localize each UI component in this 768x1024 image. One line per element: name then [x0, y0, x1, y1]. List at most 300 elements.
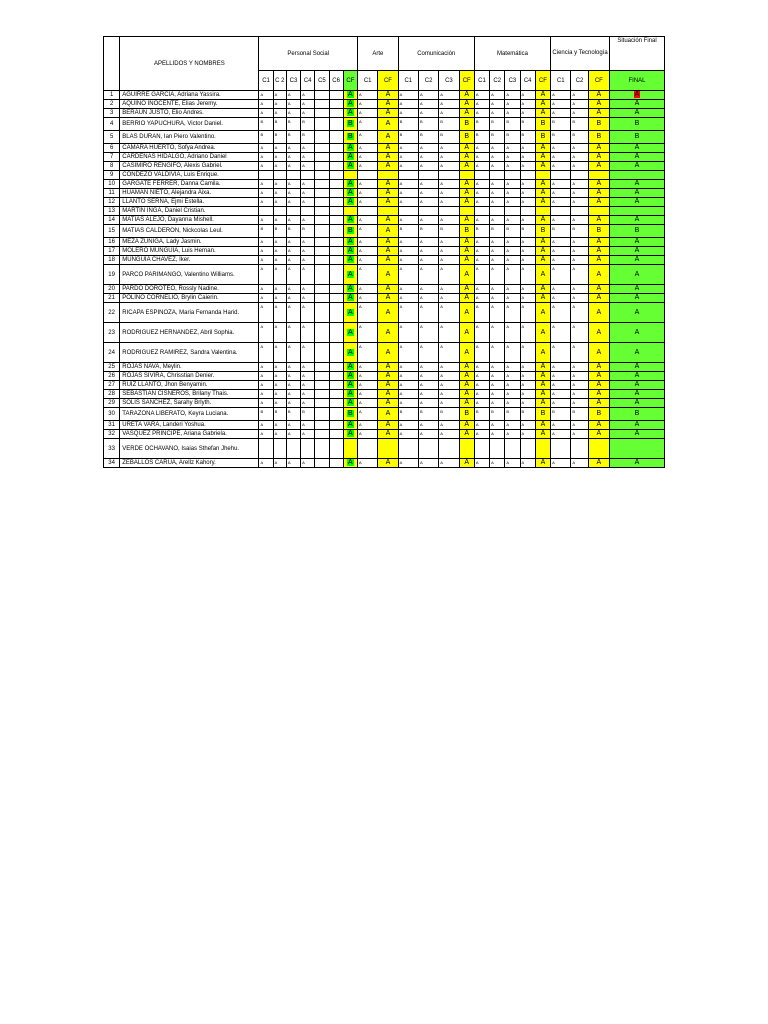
competency-cell: A	[259, 399, 273, 408]
cf-ps	[343, 381, 357, 390]
competency-cell	[520, 171, 535, 180]
cf-ps	[343, 216, 357, 225]
competency-cell	[329, 439, 343, 459]
cf-ps	[343, 109, 357, 118]
competency-cell: A	[520, 399, 535, 408]
competency-cell: A	[551, 247, 571, 256]
competency-cell: A	[286, 100, 300, 109]
col-com-0: C1	[398, 71, 418, 91]
competency-cell: A	[301, 256, 315, 265]
cf-arte: A	[378, 238, 398, 247]
cf-cyt	[588, 207, 609, 216]
competency-cell: A	[418, 256, 438, 265]
competency-cell	[315, 153, 329, 162]
competency-cell: A	[286, 216, 300, 225]
cf-mat: A	[535, 381, 550, 390]
competency-cell	[329, 198, 343, 207]
cf-ps-grade: A	[348, 381, 353, 388]
competency-cell: A	[358, 390, 378, 399]
competency-cell: A	[505, 216, 520, 225]
row-number: 16	[104, 238, 120, 247]
cf-arte: A	[378, 343, 398, 363]
competency-cell: A	[474, 91, 489, 100]
competency-cell: A	[439, 265, 459, 285]
competency-cell: B	[520, 131, 535, 144]
competency-cell	[315, 399, 329, 408]
competency-cell: B	[520, 225, 535, 238]
cf-mat: A	[535, 153, 550, 162]
row-number: 15	[104, 225, 120, 238]
area-ciencia: Ciencia y Tecnología	[551, 37, 610, 71]
competency-cell: A	[259, 285, 273, 294]
competency-cell: A	[259, 363, 273, 372]
competency-cell: A	[259, 247, 273, 256]
competency-cell: A	[551, 180, 571, 189]
competency-cell: B	[398, 225, 418, 238]
competency-cell: A	[301, 430, 315, 439]
competency-cell: A	[571, 247, 588, 256]
cf-arte: A	[378, 247, 398, 256]
col-arte-0: C1	[358, 71, 378, 91]
competency-cell: A	[571, 144, 588, 153]
cf-ps	[343, 408, 357, 421]
cf-ps-grade: A	[348, 198, 353, 205]
competency-cell: A	[418, 285, 438, 294]
competency-cell: A	[551, 399, 571, 408]
competency-cell: A	[439, 153, 459, 162]
competency-cell: A	[358, 399, 378, 408]
competency-cell: A	[571, 343, 588, 363]
competency-cell: A	[273, 285, 286, 294]
competency-cell: A	[273, 303, 286, 323]
competency-cell: A	[520, 162, 535, 171]
final-grade: A	[610, 459, 665, 468]
cf-ps	[343, 189, 357, 198]
competency-cell: A	[505, 91, 520, 100]
competency-cell: A	[286, 256, 300, 265]
competency-cell	[329, 171, 343, 180]
competency-cell: A	[490, 100, 505, 109]
competency-cell: A	[286, 238, 300, 247]
cf-com: A	[459, 256, 474, 265]
competency-cell: B	[301, 118, 315, 131]
competency-cell: A	[571, 285, 588, 294]
competency-cell: A	[418, 459, 438, 468]
final-grade: A	[610, 100, 665, 109]
competency-cell: A	[439, 303, 459, 323]
table-row	[104, 363, 665, 372]
row-number: 30	[104, 408, 120, 421]
cf-ps	[343, 162, 357, 171]
competency-cell: A	[474, 459, 489, 468]
competency-cell	[474, 439, 489, 459]
competency-cell	[315, 180, 329, 189]
cf-com: A	[459, 343, 474, 363]
final-grade: A	[610, 399, 665, 408]
cf-com: A	[459, 109, 474, 118]
competency-cell: A	[571, 430, 588, 439]
cf-ps	[343, 303, 357, 323]
competency-cell	[315, 294, 329, 303]
competency-cell: B	[520, 408, 535, 421]
competency-cell: A	[358, 408, 378, 421]
competency-cell: A	[505, 323, 520, 343]
competency-cell: A	[398, 256, 418, 265]
competency-cell: A	[259, 372, 273, 381]
table-row	[104, 198, 665, 207]
col-ps-1: C 2	[273, 71, 286, 91]
number-header	[104, 37, 120, 91]
competency-cell: A	[398, 303, 418, 323]
table-row	[104, 109, 665, 118]
row-number: 18	[104, 256, 120, 265]
competency-cell: A	[418, 430, 438, 439]
table-row	[104, 381, 665, 390]
student-name: CONDEZO VALDIVIA, Luis Enrique.	[120, 171, 259, 180]
col-mat-3: C4	[520, 71, 535, 91]
competency-cell: A	[398, 247, 418, 256]
row-number: 6	[104, 144, 120, 153]
competency-cell: A	[551, 323, 571, 343]
cf-arte: A	[378, 363, 398, 372]
table-row	[104, 238, 665, 247]
competency-cell: B	[418, 225, 438, 238]
competency-cell: A	[301, 381, 315, 390]
row-number: 12	[104, 198, 120, 207]
cf-com: A	[459, 162, 474, 171]
competency-cell: A	[286, 180, 300, 189]
competency-cell: A	[259, 91, 273, 100]
student-name: BLAS DURAN, Ian Piero Valentino.	[120, 131, 259, 144]
competency-cell: A	[418, 238, 438, 247]
table-row	[104, 459, 665, 468]
final-grade: A	[610, 343, 665, 363]
competency-cell	[520, 439, 535, 459]
cf-mat: A	[535, 323, 550, 343]
table-row	[104, 323, 665, 343]
cf-ps	[343, 323, 357, 343]
competency-cell	[286, 171, 300, 180]
competency-cell: A	[551, 91, 571, 100]
cf-com: A	[459, 363, 474, 372]
cf-ps-grade: A	[348, 180, 353, 187]
cf-cyt: A	[588, 381, 609, 390]
grades-body	[104, 91, 665, 468]
competency-cell: A	[439, 198, 459, 207]
competency-cell: A	[439, 294, 459, 303]
competency-cell: A	[490, 153, 505, 162]
cf-com: A	[459, 285, 474, 294]
competency-cell: A	[551, 285, 571, 294]
competency-cell	[490, 439, 505, 459]
competency-cell: A	[571, 256, 588, 265]
competency-cell: A	[273, 372, 286, 381]
competency-cell	[329, 131, 343, 144]
competency-cell: A	[520, 247, 535, 256]
cf-com: A	[459, 144, 474, 153]
competency-cell: A	[398, 459, 418, 468]
competency-cell: A	[273, 109, 286, 118]
competency-cell: A	[439, 399, 459, 408]
cf-mat: A	[535, 363, 550, 372]
cf-cyt: A	[588, 144, 609, 153]
competency-cell: A	[398, 399, 418, 408]
competency-cell: B	[259, 225, 273, 238]
final-grade: A	[610, 421, 665, 430]
competency-cell: A	[418, 381, 438, 390]
cf-arte: A	[378, 430, 398, 439]
cf-ps	[343, 399, 357, 408]
student-name: HUAMAN NIETO, Alejandra Aixa.	[120, 189, 259, 198]
row-number: 27	[104, 381, 120, 390]
row-number: 25	[104, 363, 120, 372]
competency-cell: B	[259, 118, 273, 131]
student-name: LLANTO SERNA, Ejmi Estella.	[120, 198, 259, 207]
cf-ps-grade: B	[348, 133, 353, 140]
student-name: CARDENAS HIDALGO, Adriano Daniel	[120, 153, 259, 162]
cf-ps-grade: A	[348, 238, 353, 245]
competency-cell: A	[551, 153, 571, 162]
competency-cell: A	[273, 162, 286, 171]
competency-cell	[315, 408, 329, 421]
competency-cell: B	[571, 225, 588, 238]
competency-cell	[329, 144, 343, 153]
competency-cell: B	[286, 118, 300, 131]
cf-cyt: A	[588, 265, 609, 285]
competency-cell: A	[520, 294, 535, 303]
student-name: MOLERO MUNGUIA, Luis Hernan.	[120, 247, 259, 256]
cf-arte: A	[378, 303, 398, 323]
cf-ps	[343, 225, 357, 238]
row-number: 3	[104, 109, 120, 118]
cf-ps-grade: A	[348, 153, 353, 160]
cf-com: A	[459, 303, 474, 323]
cf-mat: A	[535, 162, 550, 171]
final-grade: A	[610, 323, 665, 343]
competency-cell: A	[439, 247, 459, 256]
competency-cell: A	[358, 430, 378, 439]
competency-cell: A	[474, 399, 489, 408]
cf-ps-grade: B	[348, 410, 353, 417]
competency-cell: A	[358, 285, 378, 294]
competency-cell: B	[273, 131, 286, 144]
competency-cell	[329, 343, 343, 363]
student-name: PARCO PARIMANGO, Valentino Williams.	[120, 265, 259, 285]
competency-cell: B	[286, 131, 300, 144]
cf-cyt: A	[588, 256, 609, 265]
competency-cell: A	[273, 180, 286, 189]
competency-cell: A	[259, 390, 273, 399]
final-grade	[610, 207, 665, 216]
competency-cell: A	[418, 91, 438, 100]
competency-cell: A	[439, 180, 459, 189]
competency-cell: A	[259, 323, 273, 343]
competency-cell	[315, 109, 329, 118]
cf-com: B	[459, 225, 474, 238]
competency-cell: A	[301, 238, 315, 247]
competency-cell	[315, 363, 329, 372]
cf-ps-grade: A	[348, 328, 353, 336]
competency-cell	[329, 294, 343, 303]
competency-cell: A	[301, 363, 315, 372]
competency-cell: B	[301, 408, 315, 421]
competency-cell: A	[490, 381, 505, 390]
competency-cell: A	[520, 153, 535, 162]
competency-cell: A	[398, 153, 418, 162]
competency-cell: A	[286, 390, 300, 399]
cf-ps	[343, 207, 357, 216]
competency-cell: A	[259, 430, 273, 439]
competency-cell: A	[520, 256, 535, 265]
competency-cell	[315, 265, 329, 285]
cf-ps	[343, 118, 357, 131]
competency-cell: A	[398, 390, 418, 399]
cf-com: A	[459, 294, 474, 303]
area-matematica: Matemática	[474, 37, 550, 71]
competency-cell: A	[358, 247, 378, 256]
competency-cell	[398, 439, 418, 459]
cf-arte: A	[378, 285, 398, 294]
cf-mat: A	[535, 421, 550, 430]
cf-ps-grade: A	[348, 256, 353, 263]
competency-cell: A	[439, 100, 459, 109]
competency-cell: A	[505, 343, 520, 363]
competency-cell: A	[301, 162, 315, 171]
competency-cell: A	[551, 372, 571, 381]
row-number: 14	[104, 216, 120, 225]
final-grade-flag: A	[634, 91, 640, 98]
competency-cell	[329, 180, 343, 189]
competency-cell	[439, 171, 459, 180]
student-name: CASIMIRO RENGIFO, Alexis Gabriel.	[120, 162, 259, 171]
row-number: 2	[104, 100, 120, 109]
competency-cell: B	[474, 408, 489, 421]
competency-cell: A	[505, 381, 520, 390]
cf-mat: A	[535, 343, 550, 363]
cf-mat: A	[535, 238, 550, 247]
competency-cell: B	[474, 131, 489, 144]
competency-cell: A	[490, 198, 505, 207]
competency-cell: A	[358, 265, 378, 285]
competency-cell: B	[418, 131, 438, 144]
cf-cyt: A	[588, 153, 609, 162]
competency-cell: A	[571, 238, 588, 247]
competency-cell: A	[301, 189, 315, 198]
student-name: ROJAS SIVIRA, Chrisstian Denier.	[120, 372, 259, 381]
competency-cell: A	[358, 381, 378, 390]
row-number: 10	[104, 180, 120, 189]
cf-arte: A	[378, 131, 398, 144]
cf-ps	[343, 390, 357, 399]
competency-cell: A	[474, 430, 489, 439]
competency-cell: A	[358, 216, 378, 225]
competency-cell: A	[418, 162, 438, 171]
cf-cyt: A	[588, 294, 609, 303]
competency-cell: A	[398, 238, 418, 247]
cf-ps	[343, 439, 357, 459]
competency-cell: A	[273, 363, 286, 372]
competency-cell: A	[439, 343, 459, 363]
competency-cell: B	[505, 225, 520, 238]
competency-cell	[329, 285, 343, 294]
competency-cell: A	[520, 459, 535, 468]
competency-cell: A	[520, 91, 535, 100]
cf-cyt: A	[588, 198, 609, 207]
competency-cell	[315, 372, 329, 381]
competency-cell: A	[259, 180, 273, 189]
competency-cell: A	[439, 216, 459, 225]
competency-cell: A	[551, 294, 571, 303]
cf-com: A	[459, 153, 474, 162]
cf-com: A	[459, 238, 474, 247]
competency-cell: A	[398, 363, 418, 372]
competency-cell: A	[551, 265, 571, 285]
cf-mat: B	[535, 408, 550, 421]
cf-cyt: A	[588, 285, 609, 294]
competency-cell	[315, 303, 329, 323]
competency-cell	[315, 343, 329, 363]
competency-cell	[439, 439, 459, 459]
competency-cell: A	[301, 421, 315, 430]
competency-cell: A	[439, 390, 459, 399]
cf-mat: B	[535, 118, 550, 131]
competency-cell: A	[490, 285, 505, 294]
cf-ps	[343, 100, 357, 109]
competency-cell: A	[358, 100, 378, 109]
student-name: MATIAS CALDERON, Nickcolas Leul.	[120, 225, 259, 238]
competency-cell: A	[273, 153, 286, 162]
cf-arte: A	[378, 216, 398, 225]
table-row	[104, 421, 665, 430]
cf-com: A	[459, 372, 474, 381]
competency-cell	[315, 144, 329, 153]
competency-cell	[315, 439, 329, 459]
row-number: 26	[104, 372, 120, 381]
student-name: VERDE OCHAVANO, Isaias Sthefan Jhehu.	[120, 439, 259, 459]
competency-cell: A	[505, 390, 520, 399]
competency-cell: A	[520, 238, 535, 247]
competency-cell: A	[490, 430, 505, 439]
competency-cell	[490, 207, 505, 216]
cf-ps-grade: A	[348, 308, 353, 316]
competency-cell: A	[571, 372, 588, 381]
competency-cell	[551, 207, 571, 216]
competency-cell	[551, 439, 571, 459]
cf-cyt: A	[588, 343, 609, 363]
competency-cell: A	[273, 323, 286, 343]
competency-cell	[571, 207, 588, 216]
student-name: AQUINO INOCENTE, Elias Jeremy.	[120, 100, 259, 109]
competency-cell: A	[490, 399, 505, 408]
student-name: MATIAS ALEJO, Dayanna Mishell.	[120, 216, 259, 225]
table-row	[104, 408, 665, 421]
cf-mat: A	[535, 390, 550, 399]
final-grade: B	[610, 408, 665, 421]
competency-cell: A	[505, 247, 520, 256]
cf-mat: A	[535, 109, 550, 118]
competency-cell	[358, 171, 378, 180]
competency-cell: A	[418, 153, 438, 162]
competency-cell: A	[301, 372, 315, 381]
competency-cell	[474, 171, 489, 180]
competency-cell	[329, 109, 343, 118]
competency-cell: A	[301, 390, 315, 399]
competency-cell: A	[439, 162, 459, 171]
competency-cell: A	[418, 265, 438, 285]
cf-mat	[535, 439, 550, 459]
competency-cell: A	[259, 238, 273, 247]
competency-cell: B	[571, 408, 588, 421]
